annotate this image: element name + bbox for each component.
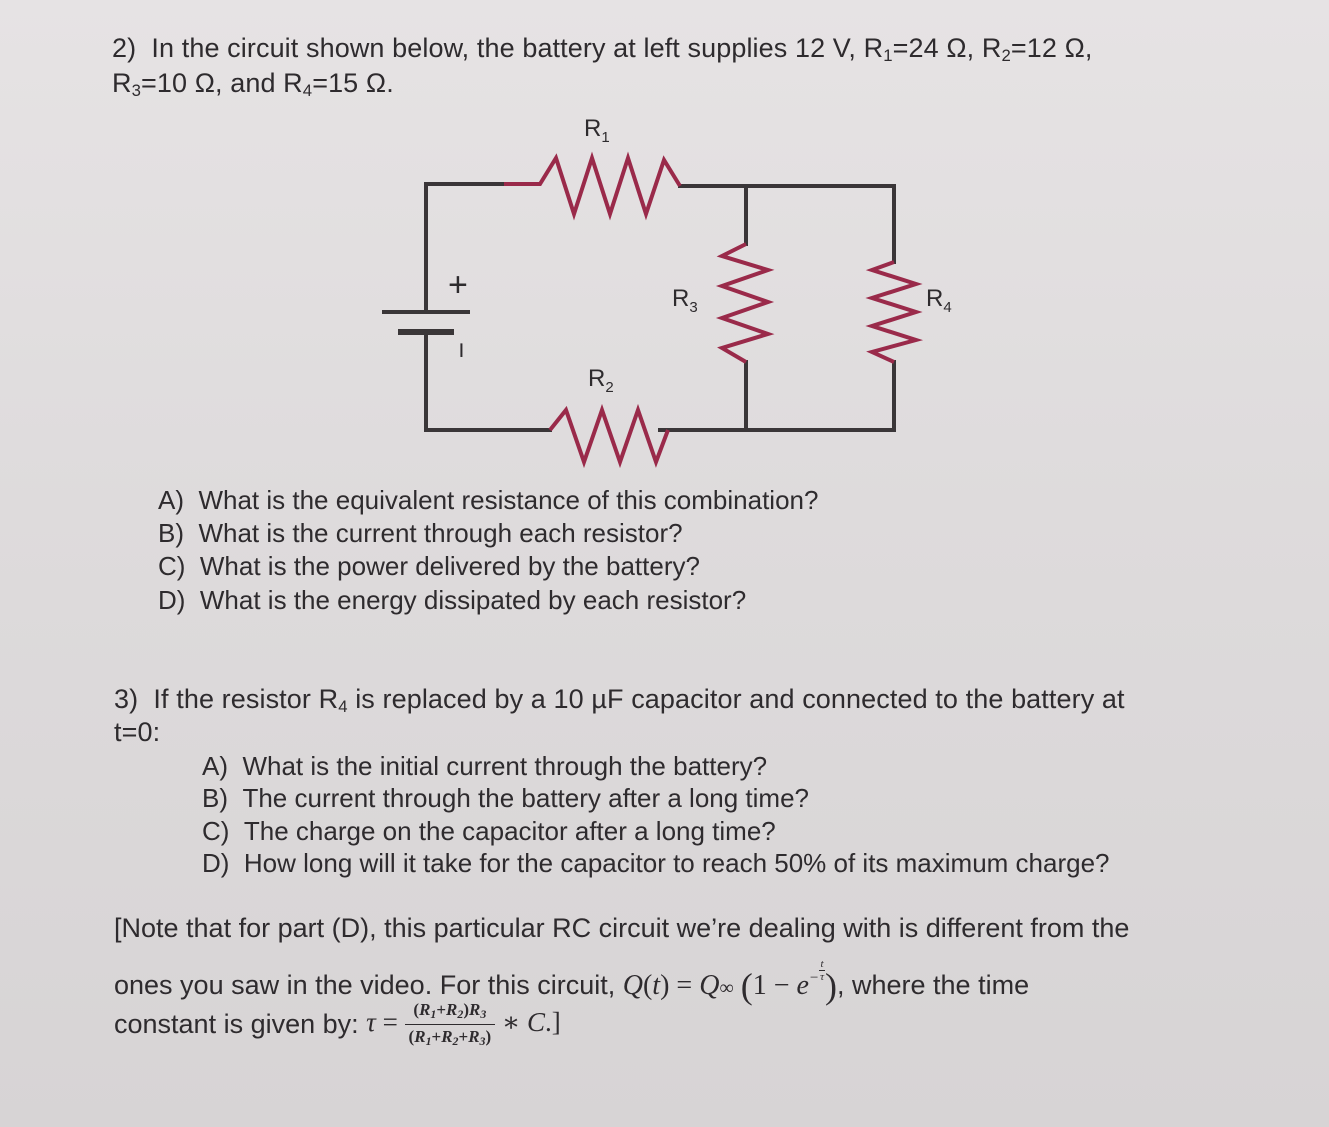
problem3-part-a xyxy=(202,751,767,782)
resistor-r4 xyxy=(872,262,916,362)
note-line3 xyxy=(114,1000,561,1049)
part-letter: D) xyxy=(158,585,186,615)
problem3-number: 3) xyxy=(114,684,139,714)
part-letter: B) xyxy=(202,783,228,813)
part-text: What is the current through each resistor? xyxy=(198,518,683,548)
subscript: 1 xyxy=(883,46,893,65)
part-text: What is the initial current through the battery? xyxy=(242,751,768,781)
problem2-part-c xyxy=(158,551,700,582)
part-letter: A) xyxy=(202,751,228,781)
problem2-number: 2) xyxy=(112,33,137,63)
problem2-text: =10 Ω, and R xyxy=(141,68,303,98)
part-text: What is the equivalent resistance of this combination? xyxy=(198,485,819,515)
subscript: 2 xyxy=(1001,46,1011,65)
note-text: ones you saw in the video. For this circuit, xyxy=(114,970,623,1000)
part-text: The charge on the capacitor after a long time? xyxy=(243,816,776,846)
problem3-part-b xyxy=(202,783,809,814)
subscript: 4 xyxy=(338,697,348,716)
problem2-text: =12 Ω, xyxy=(1010,33,1093,63)
wire-top xyxy=(680,186,894,262)
wire-left-bottom xyxy=(426,332,550,430)
part-letter: C) xyxy=(202,816,230,846)
part-text: How long will it take for the capacitor to reach 50% of its maximum charge? xyxy=(243,848,1110,878)
subscript: 3 xyxy=(131,81,142,100)
resistor-r2 xyxy=(550,410,668,462)
part-letter: C) xyxy=(158,551,186,581)
problem2-text: R xyxy=(112,68,132,98)
charge-formula: Q(t) = Q∞ ($1 - e^{- \frac{t}{\tau}}$ ) xyxy=(622,958,837,1006)
problem2-part-a xyxy=(158,485,818,516)
r4-label: $R_4$ xyxy=(926,285,952,316)
problem3-part-d xyxy=(202,848,1110,879)
resistor-r3 xyxy=(722,244,768,362)
tau-formula: τ = $\frac{(R_1+R_2)R_3}{(R_1+R_2+R_3)}$ ∗ C.] xyxy=(366,1000,561,1048)
battery-minus-sign: − xyxy=(446,342,477,359)
note-line1: [Note that for part (D), this particular RC circuit we’re dealing with is different from the xyxy=(114,913,1130,943)
part-text: The current through the battery after a long time? xyxy=(242,783,809,813)
note-text: , where the time xyxy=(837,970,1030,1000)
circuit-diagram xyxy=(0,0,1329,480)
problem2-part-b xyxy=(158,518,683,549)
problem2-text: =15 Ω. xyxy=(312,68,394,98)
part-text: What is the energy dissipated by each resistor? xyxy=(199,585,747,615)
r2-label: $R_2$ xyxy=(588,365,614,396)
problem3-text: is replaced by a 10 µF capacitor and connected to the battery at xyxy=(347,684,1125,714)
r3-label: $R_3$ xyxy=(672,285,698,316)
note-text: constant is given by: xyxy=(114,1009,367,1039)
problem2-text: In the circuit shown below, the battery at left supplies 12 V, R xyxy=(151,33,884,63)
part-text: What is the power delivered by the battery? xyxy=(199,551,700,581)
problem3-text: If the resistor R xyxy=(153,684,339,714)
problem2-text: =24 Ω, R xyxy=(892,33,1002,63)
part-letter: A) xyxy=(158,485,184,515)
r1-label: $R_1$ xyxy=(584,115,610,146)
subscript: 4 xyxy=(302,81,313,100)
resistor-r1 xyxy=(504,158,680,214)
battery-symbol xyxy=(382,312,470,332)
part-letter: D) xyxy=(202,848,230,878)
problem3-statement-line1 xyxy=(114,684,1125,717)
problem3-statement-line2: t=0: xyxy=(114,717,161,747)
wire-bottom-right xyxy=(660,362,894,430)
problem2-part-d xyxy=(158,585,746,616)
battery-plus-sign: + xyxy=(448,266,468,304)
problem3-part-c xyxy=(202,816,776,847)
part-letter: B) xyxy=(158,518,184,548)
